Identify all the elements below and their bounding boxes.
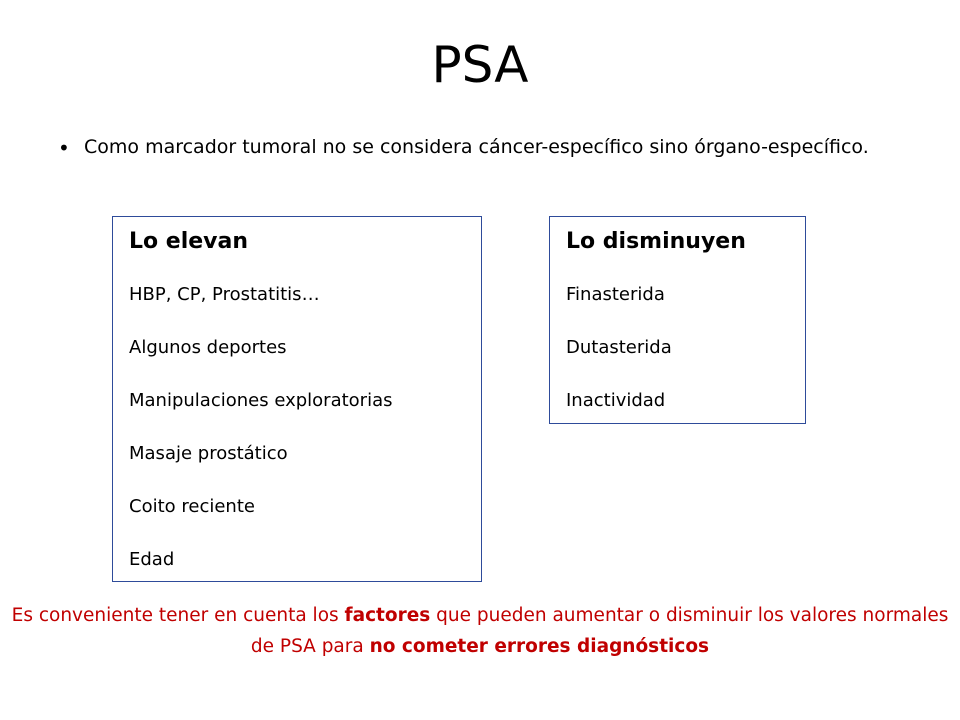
list-item: Dutasterida [566,337,672,358]
conclusion-emphasis-errors: no cometer errores diagnósticos [369,636,710,657]
lower-factors-list [566,283,672,442]
bullet-text: Como marcador tumoral no se considera cáncer-específico sino órgano-específico. [84,136,869,158]
conclusion-text-1: Es conveniente tener en cuenta los [11,605,345,626]
raise-factors-heading: Lo elevan [129,229,249,254]
raise-factors-box [112,216,482,582]
conclusion-emphasis-factors: factores [344,605,431,626]
list-item: Algunos deportes [129,337,287,358]
lower-factors-heading: Lo disminuyen [566,229,746,254]
slide-title: PSA [431,36,529,94]
list-item: Coito reciente [129,496,255,517]
conclusion-text-2: que pueden aumentar o disminuir los valores normales de PSA para [250,605,949,657]
raise-factors-list [129,283,393,601]
list-item: Inactividad [566,390,666,411]
list-item: HBP, CP, Prostatitis… [129,284,320,305]
lower-factors-box [549,216,806,424]
list-item: Manipulaciones exploratorias [129,390,393,411]
list-item: Masaje prostático [129,443,288,464]
list-item: Edad [129,549,175,570]
conclusion-note [0,600,960,662]
bullet-dot-icon: • [58,136,70,160]
list-item: Finasterida [566,284,665,305]
